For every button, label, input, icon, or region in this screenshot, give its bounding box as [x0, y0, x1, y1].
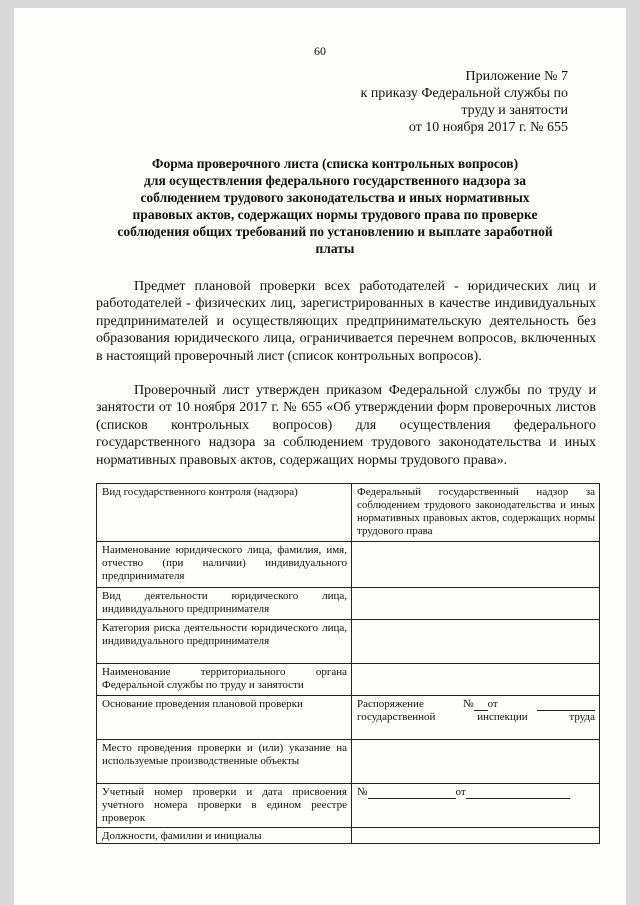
table-cell-empty[interactable]	[352, 740, 600, 784]
table-row	[97, 484, 600, 542]
annex-line: Приложение № 7	[465, 69, 568, 84]
title-line: правовых актов, содержащих нормы трудового права по проверке	[132, 207, 538, 222]
annex-line: от 10 ноября 2017 г. № 655	[408, 120, 568, 135]
basis-number: № от	[463, 698, 498, 710]
annex-line: к приказу Федеральной службы по	[360, 86, 568, 101]
table-cell-basis[interactable]	[352, 696, 600, 740]
paragraph-text: Предмет плановой проверки всех работодателей - юридических лиц и работодателей - физических лиц, зарегистрированных в качестве индивидуальных предпринимателей и осуществляющих предпринимательскую деятельность без образования юридического лица, ограничивается перечнем вопросов, включенных в настоящий проверочный лист (список контрольных вопросов).	[96, 279, 596, 364]
table-cell-label: Наименование территориального органа Федеральной службы по труду и занятости	[97, 664, 352, 696]
paragraph-subject	[96, 278, 596, 365]
table-cell-empty[interactable]	[352, 588, 600, 620]
paragraph-text: Проверочный лист утвержден приказом Федеральной службы по труду и занятости от 10 ноября 2017 г. № 655 «Об утверждении форм проверочных листов (списков контрольных вопросов) для осуществления федерального государственного надзора за соблюдением трудового законодательства и иных нормативных правовых актов, содержащих нормы трудового права».	[96, 383, 596, 468]
table-cell-empty[interactable]	[352, 664, 600, 696]
table-cell-label: Место проведения проверки и (или) указание на используемые производственные объекты	[97, 740, 352, 784]
basis-word: инспекции	[477, 711, 528, 723]
paragraph-approval	[96, 382, 596, 469]
table-row	[97, 542, 600, 588]
table-cell-label: Основание проведения плановой проверки	[97, 696, 352, 740]
annex-line: труду и занятости	[461, 103, 568, 118]
table-row	[97, 664, 600, 696]
table-cell-label: Вид государственного контроля (надзора)	[97, 484, 352, 542]
title-line: соблюдения общих требований по установлению и выплате заработной	[117, 224, 553, 239]
table-cell-label: Вид деятельности юридического лица, индивидуального предпринимателя	[97, 588, 352, 620]
document-title	[100, 155, 570, 257]
title-line: соблюдением трудового законодательства и иных нормативных	[140, 190, 530, 205]
table-row	[97, 740, 600, 784]
table-row	[97, 828, 600, 844]
table-cell-label: Наименование юридического лица, фамилия, имя, отчество (при наличии) индивидуального предпринимателя	[97, 542, 352, 588]
title-line: для осуществления федерального государственного надзора за	[144, 173, 526, 188]
title-line: Форма проверочного листа (списка контрольных вопросов)	[151, 156, 519, 171]
table-cell-label: Категория риска деятельности юридического лица, индивидуального предпринимателя	[97, 620, 352, 664]
checklist-table	[96, 483, 600, 844]
basis-date-line	[537, 698, 595, 711]
table-row	[97, 784, 600, 828]
table-cell-label: Учетный номер проверки и дата присвоения учетного номера проверки в едином реестре проверок	[97, 784, 352, 828]
basis-line-1	[357, 698, 595, 711]
table-row	[97, 696, 600, 740]
table-cell-record[interactable]	[352, 784, 600, 828]
table-cell-empty[interactable]	[352, 828, 600, 844]
record-number-line: № от	[357, 786, 595, 799]
basis-word: государственной	[357, 711, 436, 723]
title-line: платы	[315, 241, 355, 256]
basis-line-2	[357, 711, 595, 724]
table-cell-value: Федеральный государственный надзор за соблюдением трудового законодательства и иных нормативных правовых актов, содержащих нормы трудового права	[352, 484, 600, 542]
table-cell-label: Должности, фамилии и инициалы	[97, 828, 352, 844]
basis-word: труда	[569, 711, 595, 723]
table-cell-empty[interactable]	[352, 542, 600, 588]
basis-word: Распоряжение	[357, 698, 424, 710]
table-row	[97, 588, 600, 620]
table-cell-empty[interactable]	[352, 620, 600, 664]
page-number: 60	[314, 44, 326, 58]
annex-header	[361, 68, 568, 136]
table-row	[97, 620, 600, 664]
document-page	[14, 8, 626, 905]
